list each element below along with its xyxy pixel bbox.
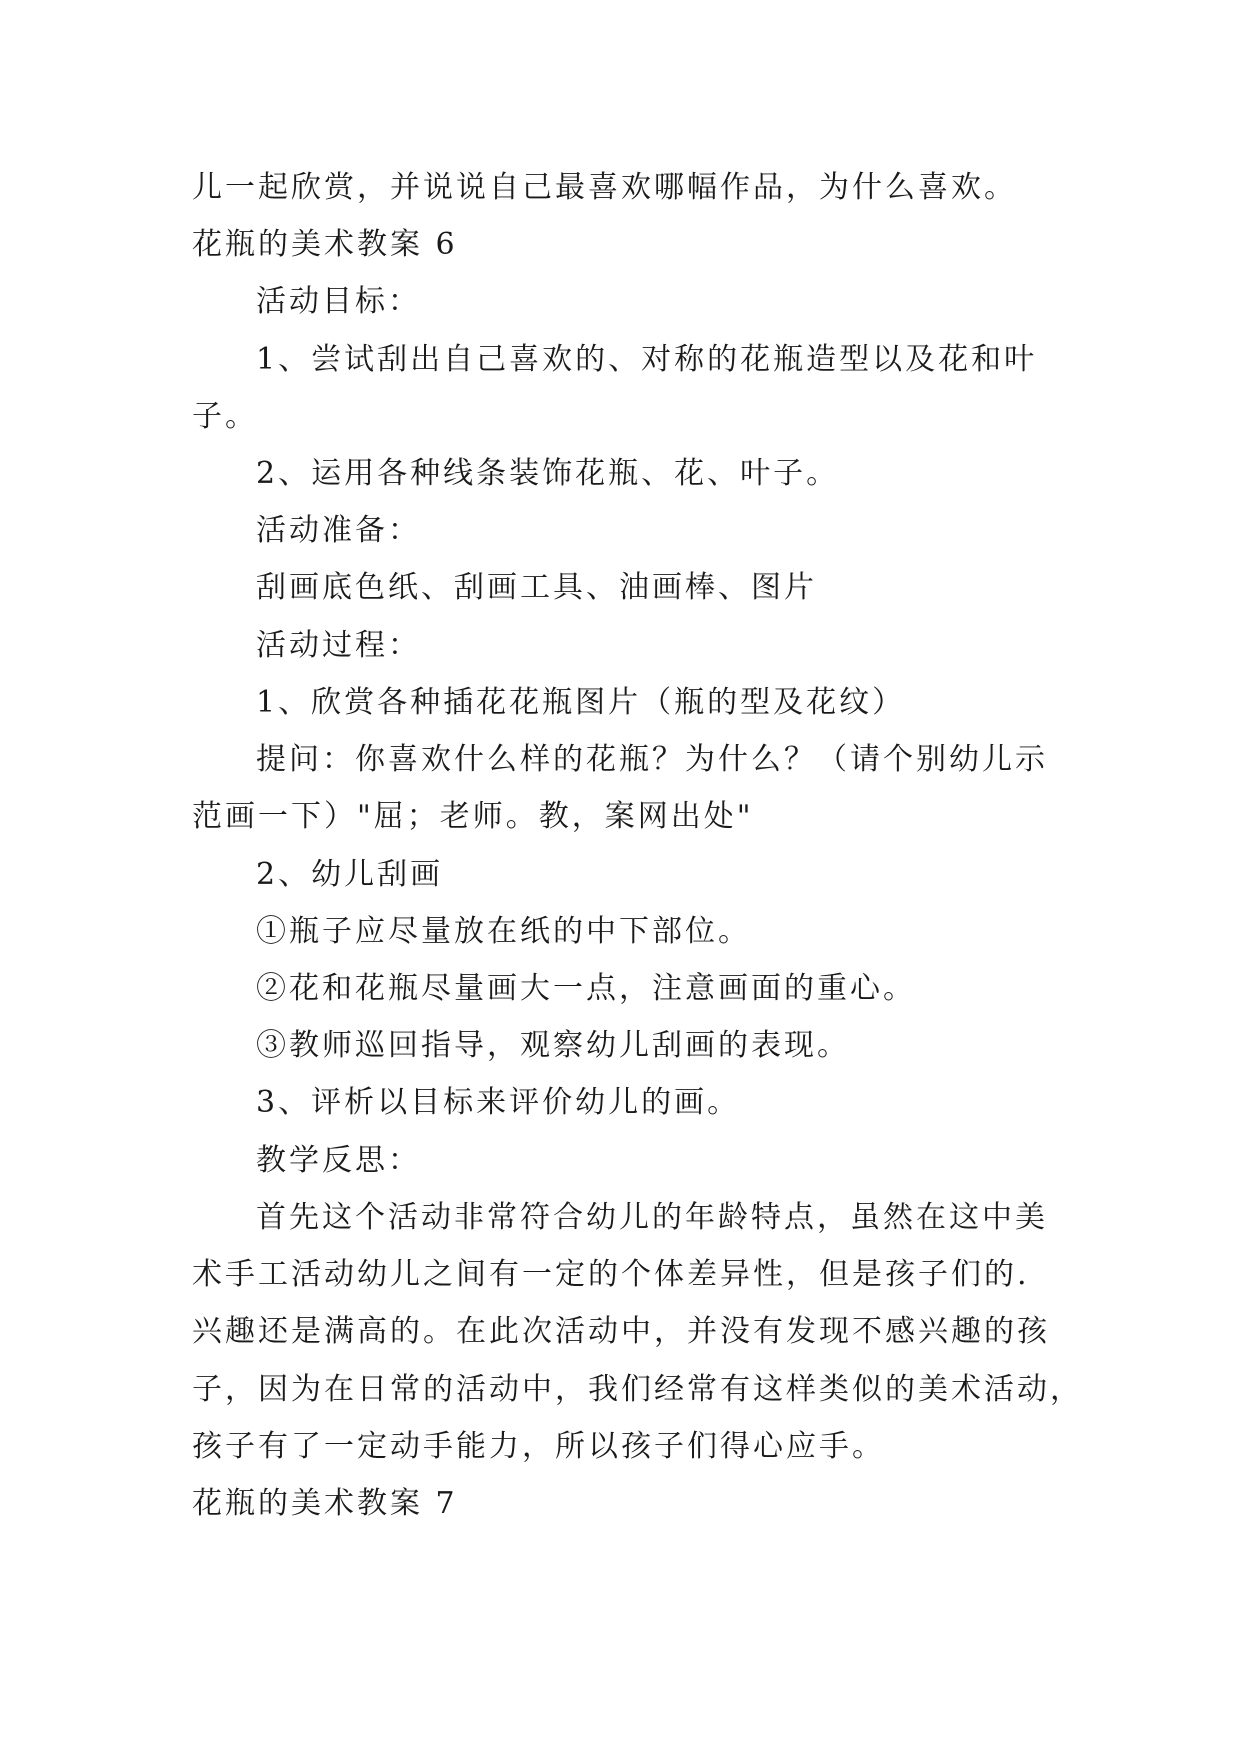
goal-2-line: 2、运用各种线条装饰花瓶、花、叶子。 <box>256 456 840 491</box>
activity-process-heading: 活动过程： <box>256 628 421 663</box>
paragraph-continuation: 儿一起欣赏，并说说自己最喜欢哪幅作品，为什么喜欢。 <box>192 170 1017 205</box>
section-heading-7: 花瓶的美术教案 7 <box>192 1486 458 1521</box>
step-2-line: 2、幼儿刮画 <box>256 857 444 892</box>
activity-prep-heading: 活动准备： <box>256 513 421 548</box>
step-3-line: 3、评析以目标来评价幼儿的画。 <box>256 1085 741 1120</box>
reflection-heading: 教学反思： <box>256 1143 421 1178</box>
activity-goals-heading: 活动目标： <box>256 284 421 319</box>
reflection-line-1: 首先这个活动非常符合幼儿的年龄特点，虽然在这中美 <box>256 1200 1048 1235</box>
reflection-line-2: 术手工活动幼儿之间有一定的个体差异性，但是孩子们的. <box>192 1257 1030 1292</box>
question-line: 提问：你喜欢什么样的花瓶？为什么？（请个别幼儿示 <box>256 742 1048 777</box>
question-line-continued: 范画一下）"屈；老师。教，案网出处" <box>192 799 754 834</box>
substep-2-line: ②花和花瓶尽量画大一点，注意画面的重心。 <box>256 971 916 1006</box>
reflection-line-5: 孩子有了一定动手能力，所以孩子们得心应手。 <box>192 1429 885 1464</box>
goal-1-line-continued: 子。 <box>192 399 258 434</box>
substep-3-line: ③教师巡回指导，观察幼儿刮画的表现。 <box>256 1028 850 1063</box>
reflection-line-3: 兴趣还是满高的。在此次活动中，并没有发现不感兴趣的孩 <box>192 1314 1050 1349</box>
goal-1-line: 1、尝试刮出自己喜欢的、对称的花瓶造型以及花和叶 <box>256 342 1038 377</box>
step-1-line: 1、欣赏各种插花花瓶图片（瓶的型及花纹） <box>256 685 906 720</box>
reflection-line-4: 子，因为在日常的活动中，我们经常有这样类似的美术活动， <box>192 1372 1083 1407</box>
materials-line: 刮画底色纸、刮画工具、油画棒、图片 <box>256 570 817 605</box>
substep-1-line: ①瓶子应尽量放在纸的中下部位。 <box>256 914 751 949</box>
section-heading-6: 花瓶的美术教案 6 <box>192 227 458 262</box>
